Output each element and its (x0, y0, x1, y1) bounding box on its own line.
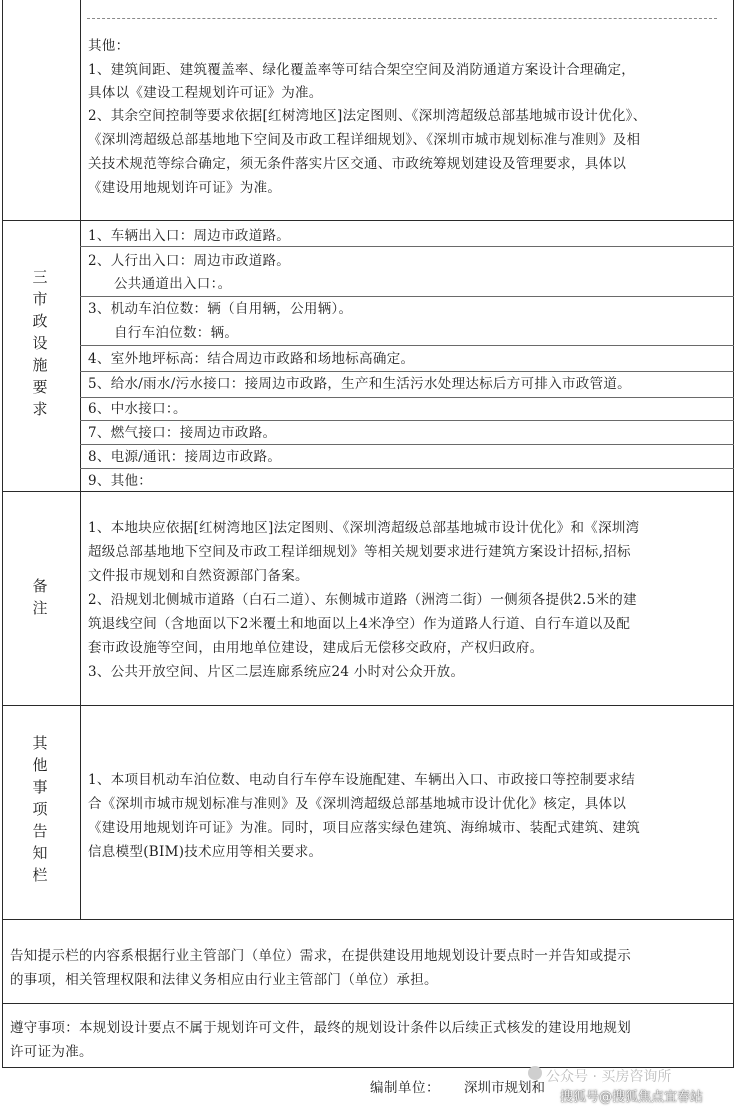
section-divider (2, 1003, 734, 1004)
other-item1-line: 1、建筑间距、建筑覆盖率、绿化覆盖率等可结合架空空间及消防通道方案设计合理确定， (88, 62, 636, 78)
dashed-separator (87, 18, 717, 19)
municipal-row: 2、人行出入口：周边市政道路。 (88, 253, 291, 269)
remarks-line: 2、沿规划北侧城市道路（白石二道）、东侧城市道路（洲湾二街）一侧须各提供2.5米的建 (88, 592, 637, 608)
municipal-row: 1、车辆出入口：周边市政道路。 (88, 228, 291, 244)
remarks-line: 1、本地块应依据[红树湾地区]法定图则、《深圳湾超级总部基地城市设计优化》和《深圳湾 (88, 520, 640, 536)
other-matters-line: 《建设用地规划许可证》为准。同时，项目应落实绿色建筑、海绵城市、装配式建筑、建筑 (88, 820, 640, 836)
other-matters-line: 1、本项目机动车泊位数、电动自行车停车设施配建、车辆出入口、市政接口等控制要求结 (88, 772, 636, 788)
municipal-label: 三市政设施要求 (32, 268, 48, 418)
remarks-line: 筑退线空间（含地面以下2米覆土和地面以上4米净空）作为道路人行道、自行车道以及配 (88, 616, 631, 632)
other-item2-line: 关技术规范等综合确定，须无条件落实片区交通、市政统筹规划建设及管理要求，具体以 (88, 156, 627, 172)
municipal-row: 8、电源/通讯：接周边市政路。 (88, 449, 282, 465)
other-heading: 其他： (88, 38, 130, 54)
municipal-row: 4、室外地坪标高：结合周边市政路和场地标高确定。 (88, 351, 415, 367)
municipal-row: 7、燃气接口：接周边市政路。 (88, 425, 277, 441)
other-item2-line: 2、其余空间控制等要求依据[红树湾地区]法定图则、《深圳湾超级总部基地城市设计优化》、 (88, 108, 647, 124)
column-divider (80, 0, 81, 919)
municipal-row: 6、中水接口：。 (88, 401, 187, 417)
row-divider (80, 345, 734, 346)
remarks-line: 3、公共开放空间、片区二层连廊系统应24 小时对公众开放。 (88, 664, 465, 680)
other-matters-line: 信息模型(BIM)技术应用等相关要求。 (88, 844, 323, 860)
section-divider (2, 919, 734, 920)
watermark-sohu: 搜狐号@搜狐焦点宜春站 (560, 1090, 704, 1105)
municipal-row: 公共通道出入口：。 (114, 276, 232, 292)
other-matters-line: 合《深圳市城市规划标准与准则》及《深圳湾超级总部基地城市设计优化》核定，具体以 (88, 796, 627, 812)
remarks-line: 套市政设施等空间，由用地单位建设，建成后无偿移交政府，产权归政府。 (88, 640, 544, 656)
section-divider (2, 705, 734, 706)
footer-org: 深圳市规划和 (464, 1080, 545, 1096)
section-divider (2, 220, 734, 221)
municipal-row: 3、机动车泊位数：辆（自用辆，公用辆）。 (88, 301, 353, 317)
municipal-row: 5、给水/雨水/污水接口：接周边市政路，生产和生活污水处理达标后方可排入市政管道。 (88, 376, 631, 392)
notice-line: 告知提示栏的内容系根据行业主管部门（单位）需求，在提供建设用地规划设计要点时一并告知或提示 (10, 948, 631, 964)
wechat-icon (528, 1066, 542, 1080)
municipal-row: 9、其他： (88, 473, 153, 489)
other-item2-line: 《深圳湾超级总部基地地下空间及市政工程详细规划》、《深圳市城市规划标准与准则》及相 (88, 132, 641, 148)
other-matters-label: 其他事项告知栏 (32, 734, 48, 884)
footer-label: 编制单位： (370, 1080, 440, 1096)
other-item2-line: 《建设用地规划许可证》为准。 (88, 180, 282, 196)
compliance-line: 遵守事项：本规划设计要点不属于规划许可文件，最终的规划设计条件以后续正式核发的建设用地规划 (10, 1020, 631, 1036)
watermark-public-account: 公众号 · 买房咨询所 (546, 1069, 672, 1085)
other-item1-line: 具体以《建设工程规划许可证》为准。 (88, 85, 323, 101)
remarks-line: 超级总部基地地下空间及市政工程详细规划》等相关规划要求进行建筑方案设计招标,招标 (88, 544, 631, 560)
compliance-line: 许可证为准。 (10, 1044, 93, 1060)
remarks-label: 备注 (32, 577, 48, 617)
municipal-row: 自行车泊位数：辆。 (114, 325, 239, 341)
notice-line: 的事项，相关管理权限和法律义务相应由行业主管部门（单位）承担。 (10, 972, 438, 988)
remarks-line: 文件报市规划和自然资源部门备案。 (88, 568, 309, 584)
